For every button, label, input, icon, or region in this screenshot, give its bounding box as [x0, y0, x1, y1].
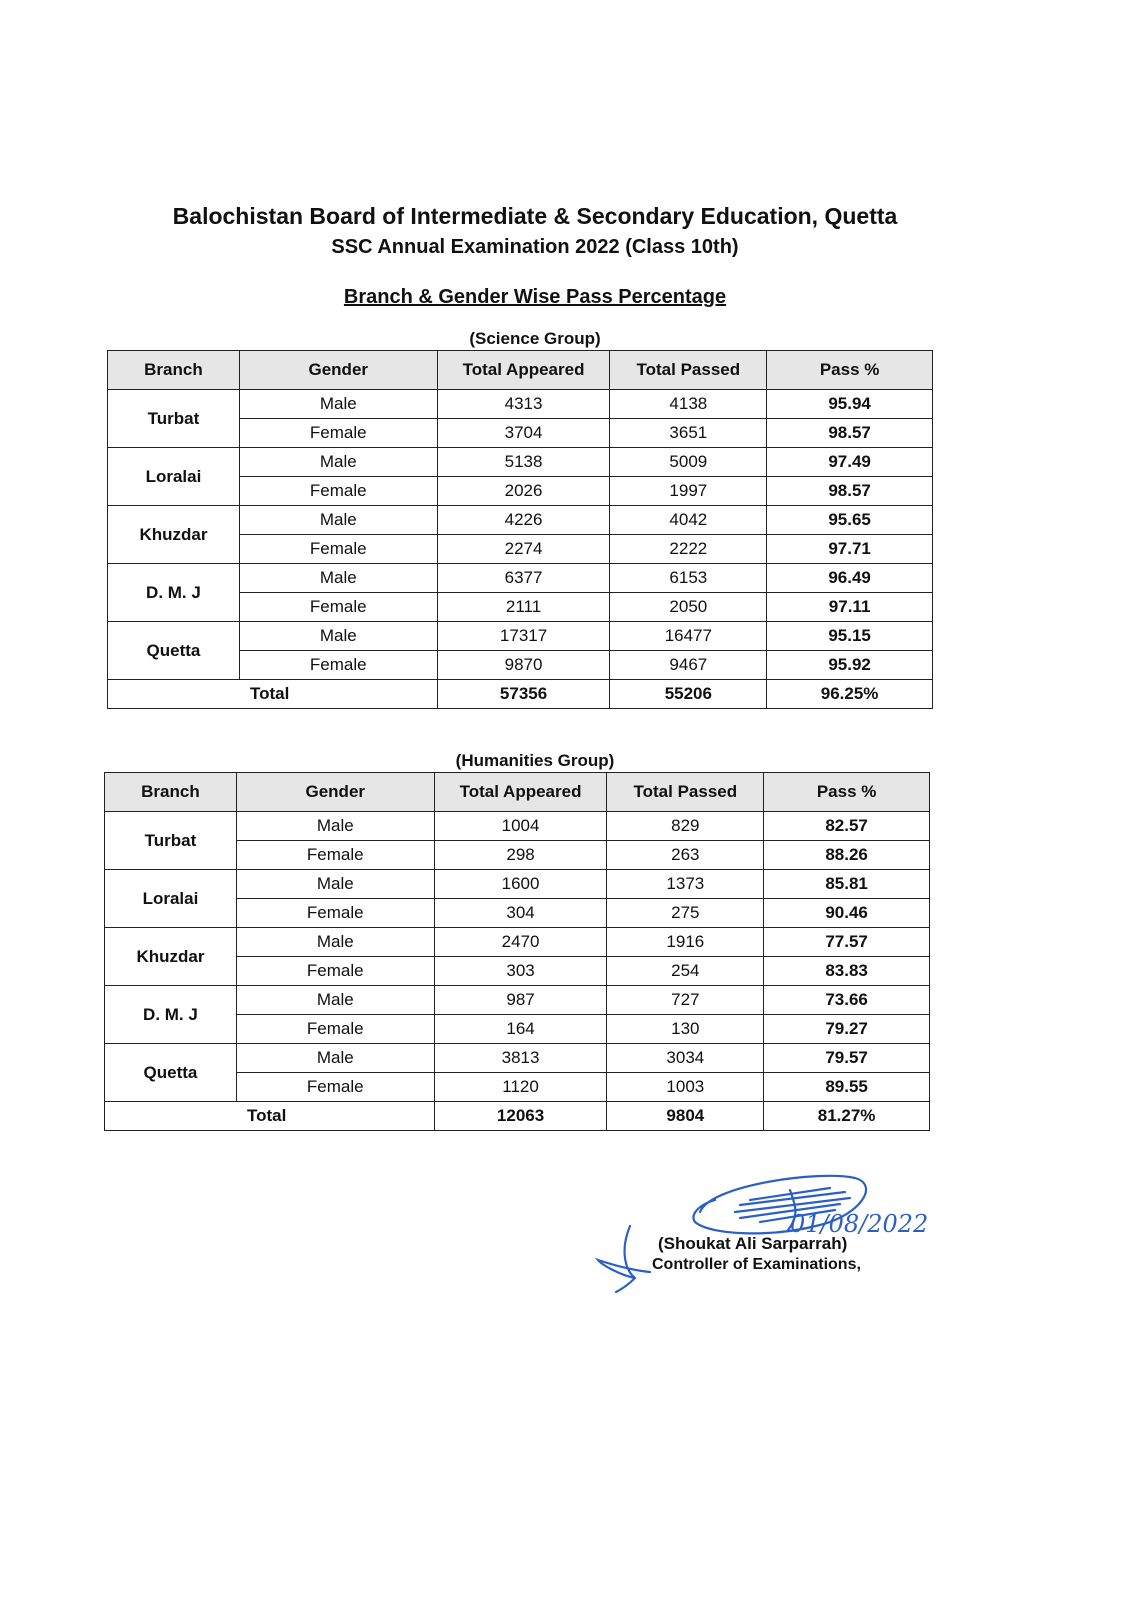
branch-name: Khuzdar: [108, 506, 240, 564]
branch-name: D. M. J: [108, 564, 240, 622]
column-header: Gender: [239, 351, 437, 390]
signatory-role: Controller of Examinations,: [652, 1256, 861, 1273]
pass-percent-cell: 97.71: [767, 535, 933, 564]
branch-name: Quetta: [108, 622, 240, 680]
pass-percent-cell: 77.57: [764, 928, 930, 957]
pass-percent-cell: 95.65: [767, 506, 933, 535]
pass-percent-cell: 98.57: [767, 419, 933, 448]
passed-cell: 1916: [607, 928, 764, 957]
gender-cell: Female: [239, 419, 437, 448]
gender-cell: Female: [239, 651, 437, 680]
appeared-cell: 3704: [437, 419, 610, 448]
appeared-cell: 4226: [437, 506, 610, 535]
table-row: [105, 812, 930, 841]
table-row: [105, 986, 930, 1015]
appeared-cell: 2470: [434, 928, 607, 957]
total-label: Total: [108, 680, 438, 709]
humanities-group-caption: (Humanities Group): [455, 751, 615, 770]
branch-name: Khuzdar: [105, 928, 237, 986]
branch-name: Loralai: [108, 448, 240, 506]
exam-title: SSC Annual Examination 2022 (Class 10th): [331, 236, 739, 258]
passed-cell: 9467: [610, 651, 767, 680]
passed-cell: 1003: [607, 1073, 764, 1102]
science-group-caption: (Science Group): [469, 329, 601, 348]
pass-percent-cell: 82.57: [764, 812, 930, 841]
gender-cell: Male: [239, 390, 437, 419]
humanities-results-table: [104, 772, 930, 1131]
gender-cell: Female: [239, 593, 437, 622]
branch-name: Loralai: [105, 870, 237, 928]
branch-name: Quetta: [105, 1044, 237, 1102]
passed-cell: 4042: [610, 506, 767, 535]
table-row: [105, 870, 930, 899]
handwritten-signature: [590, 1160, 970, 1300]
passed-cell: 6153: [610, 564, 767, 593]
appeared-cell: 3813: [434, 1044, 607, 1073]
passed-cell: 829: [607, 812, 764, 841]
pass-percent-cell: 83.83: [764, 957, 930, 986]
table-row: [108, 622, 933, 651]
passed-cell: 130: [607, 1015, 764, 1044]
total-passed: 9804: [607, 1102, 764, 1131]
column-header: Pass %: [767, 351, 933, 390]
gender-cell: Male: [236, 812, 434, 841]
passed-cell: 727: [607, 986, 764, 1015]
passed-cell: 16477: [610, 622, 767, 651]
appeared-cell: 303: [434, 957, 607, 986]
table-row: [108, 448, 933, 477]
total-row: [105, 1102, 930, 1131]
gender-cell: Male: [239, 448, 437, 477]
appeared-cell: 5138: [437, 448, 610, 477]
passed-cell: 263: [607, 841, 764, 870]
column-header: Branch: [108, 351, 240, 390]
pass-percent-cell: 95.92: [767, 651, 933, 680]
passed-cell: 2050: [610, 593, 767, 622]
pass-percent-cell: 98.57: [767, 477, 933, 506]
appeared-cell: 2026: [437, 477, 610, 506]
gender-cell: Female: [239, 477, 437, 506]
passed-cell: 254: [607, 957, 764, 986]
table-row: [105, 928, 930, 957]
pass-percent-cell: 95.94: [767, 390, 933, 419]
column-header: Total Appeared: [437, 351, 610, 390]
appeared-cell: 164: [434, 1015, 607, 1044]
branch-name: Turbat: [105, 812, 237, 870]
table-header-row: [105, 773, 930, 812]
appeared-cell: 1120: [434, 1073, 607, 1102]
board-title: Balochistan Board of Intermediate & Secondary Education, Quetta: [172, 203, 898, 229]
pass-percent-cell: 96.49: [767, 564, 933, 593]
gender-cell: Female: [236, 1015, 434, 1044]
table-header-row: [108, 351, 933, 390]
pass-percent-cell: 73.66: [764, 986, 930, 1015]
table-row: [108, 564, 933, 593]
pass-percent-cell: 85.81: [764, 870, 930, 899]
signatory-name: (Shoukat Ali Sarparrah): [658, 1234, 848, 1253]
column-header: Total Passed: [610, 351, 767, 390]
science-results-table: [107, 350, 933, 709]
pass-percent-cell: 97.11: [767, 593, 933, 622]
appeared-cell: 4313: [437, 390, 610, 419]
gender-cell: Male: [239, 622, 437, 651]
column-header: Pass %: [764, 773, 930, 812]
column-header: Total Passed: [607, 773, 764, 812]
table-row: [105, 1044, 930, 1073]
pass-percent-cell: 97.49: [767, 448, 933, 477]
passed-cell: 1997: [610, 477, 767, 506]
passed-cell: 3034: [607, 1044, 764, 1073]
total-passed: 55206: [610, 680, 767, 709]
gender-cell: Male: [239, 564, 437, 593]
passed-cell: 1373: [607, 870, 764, 899]
gender-cell: Female: [236, 957, 434, 986]
passed-cell: 2222: [610, 535, 767, 564]
table-row: [108, 390, 933, 419]
appeared-cell: 298: [434, 841, 607, 870]
passed-cell: 5009: [610, 448, 767, 477]
total-pass-percent: 96.25%: [767, 680, 933, 709]
pass-percent-cell: 88.26: [764, 841, 930, 870]
column-header: Gender: [236, 773, 434, 812]
pass-percent-cell: 95.15: [767, 622, 933, 651]
appeared-cell: 2111: [437, 593, 610, 622]
gender-cell: Female: [236, 1073, 434, 1102]
appeared-cell: 6377: [437, 564, 610, 593]
pass-percent-cell: 79.57: [764, 1044, 930, 1073]
document-header: [0, 203, 1070, 259]
gender-cell: Male: [236, 1044, 434, 1073]
total-row: [108, 680, 933, 709]
signature-date: 01/08/2022: [790, 1210, 929, 1238]
passed-cell: 4138: [610, 390, 767, 419]
appeared-cell: 2274: [437, 535, 610, 564]
appeared-cell: 17317: [437, 622, 610, 651]
gender-cell: Female: [239, 535, 437, 564]
passed-cell: 3651: [610, 419, 767, 448]
pass-percent-cell: 89.55: [764, 1073, 930, 1102]
document-subtitle: Branch & Gender Wise Pass Percentage: [343, 286, 727, 308]
table-row: [108, 506, 933, 535]
total-label: Total: [105, 1102, 435, 1131]
gender-cell: Male: [239, 506, 437, 535]
branch-name: Turbat: [108, 390, 240, 448]
pass-percent-cell: 79.27: [764, 1015, 930, 1044]
gender-cell: Male: [236, 986, 434, 1015]
total-appeared: 57356: [437, 680, 610, 709]
column-header: Total Appeared: [434, 773, 607, 812]
passed-cell: 275: [607, 899, 764, 928]
pass-percent-cell: 90.46: [764, 899, 930, 928]
total-appeared: 12063: [434, 1102, 607, 1131]
total-pass-percent: 81.27%: [764, 1102, 930, 1131]
gender-cell: Female: [236, 899, 434, 928]
appeared-cell: 304: [434, 899, 607, 928]
appeared-cell: 987: [434, 986, 607, 1015]
appeared-cell: 9870: [437, 651, 610, 680]
column-header: Branch: [105, 773, 237, 812]
appeared-cell: 1004: [434, 812, 607, 841]
gender-cell: Female: [236, 841, 434, 870]
gender-cell: Male: [236, 870, 434, 899]
signature-block: [590, 1160, 970, 1300]
branch-name: D. M. J: [105, 986, 237, 1044]
gender-cell: Male: [236, 928, 434, 957]
appeared-cell: 1600: [434, 870, 607, 899]
